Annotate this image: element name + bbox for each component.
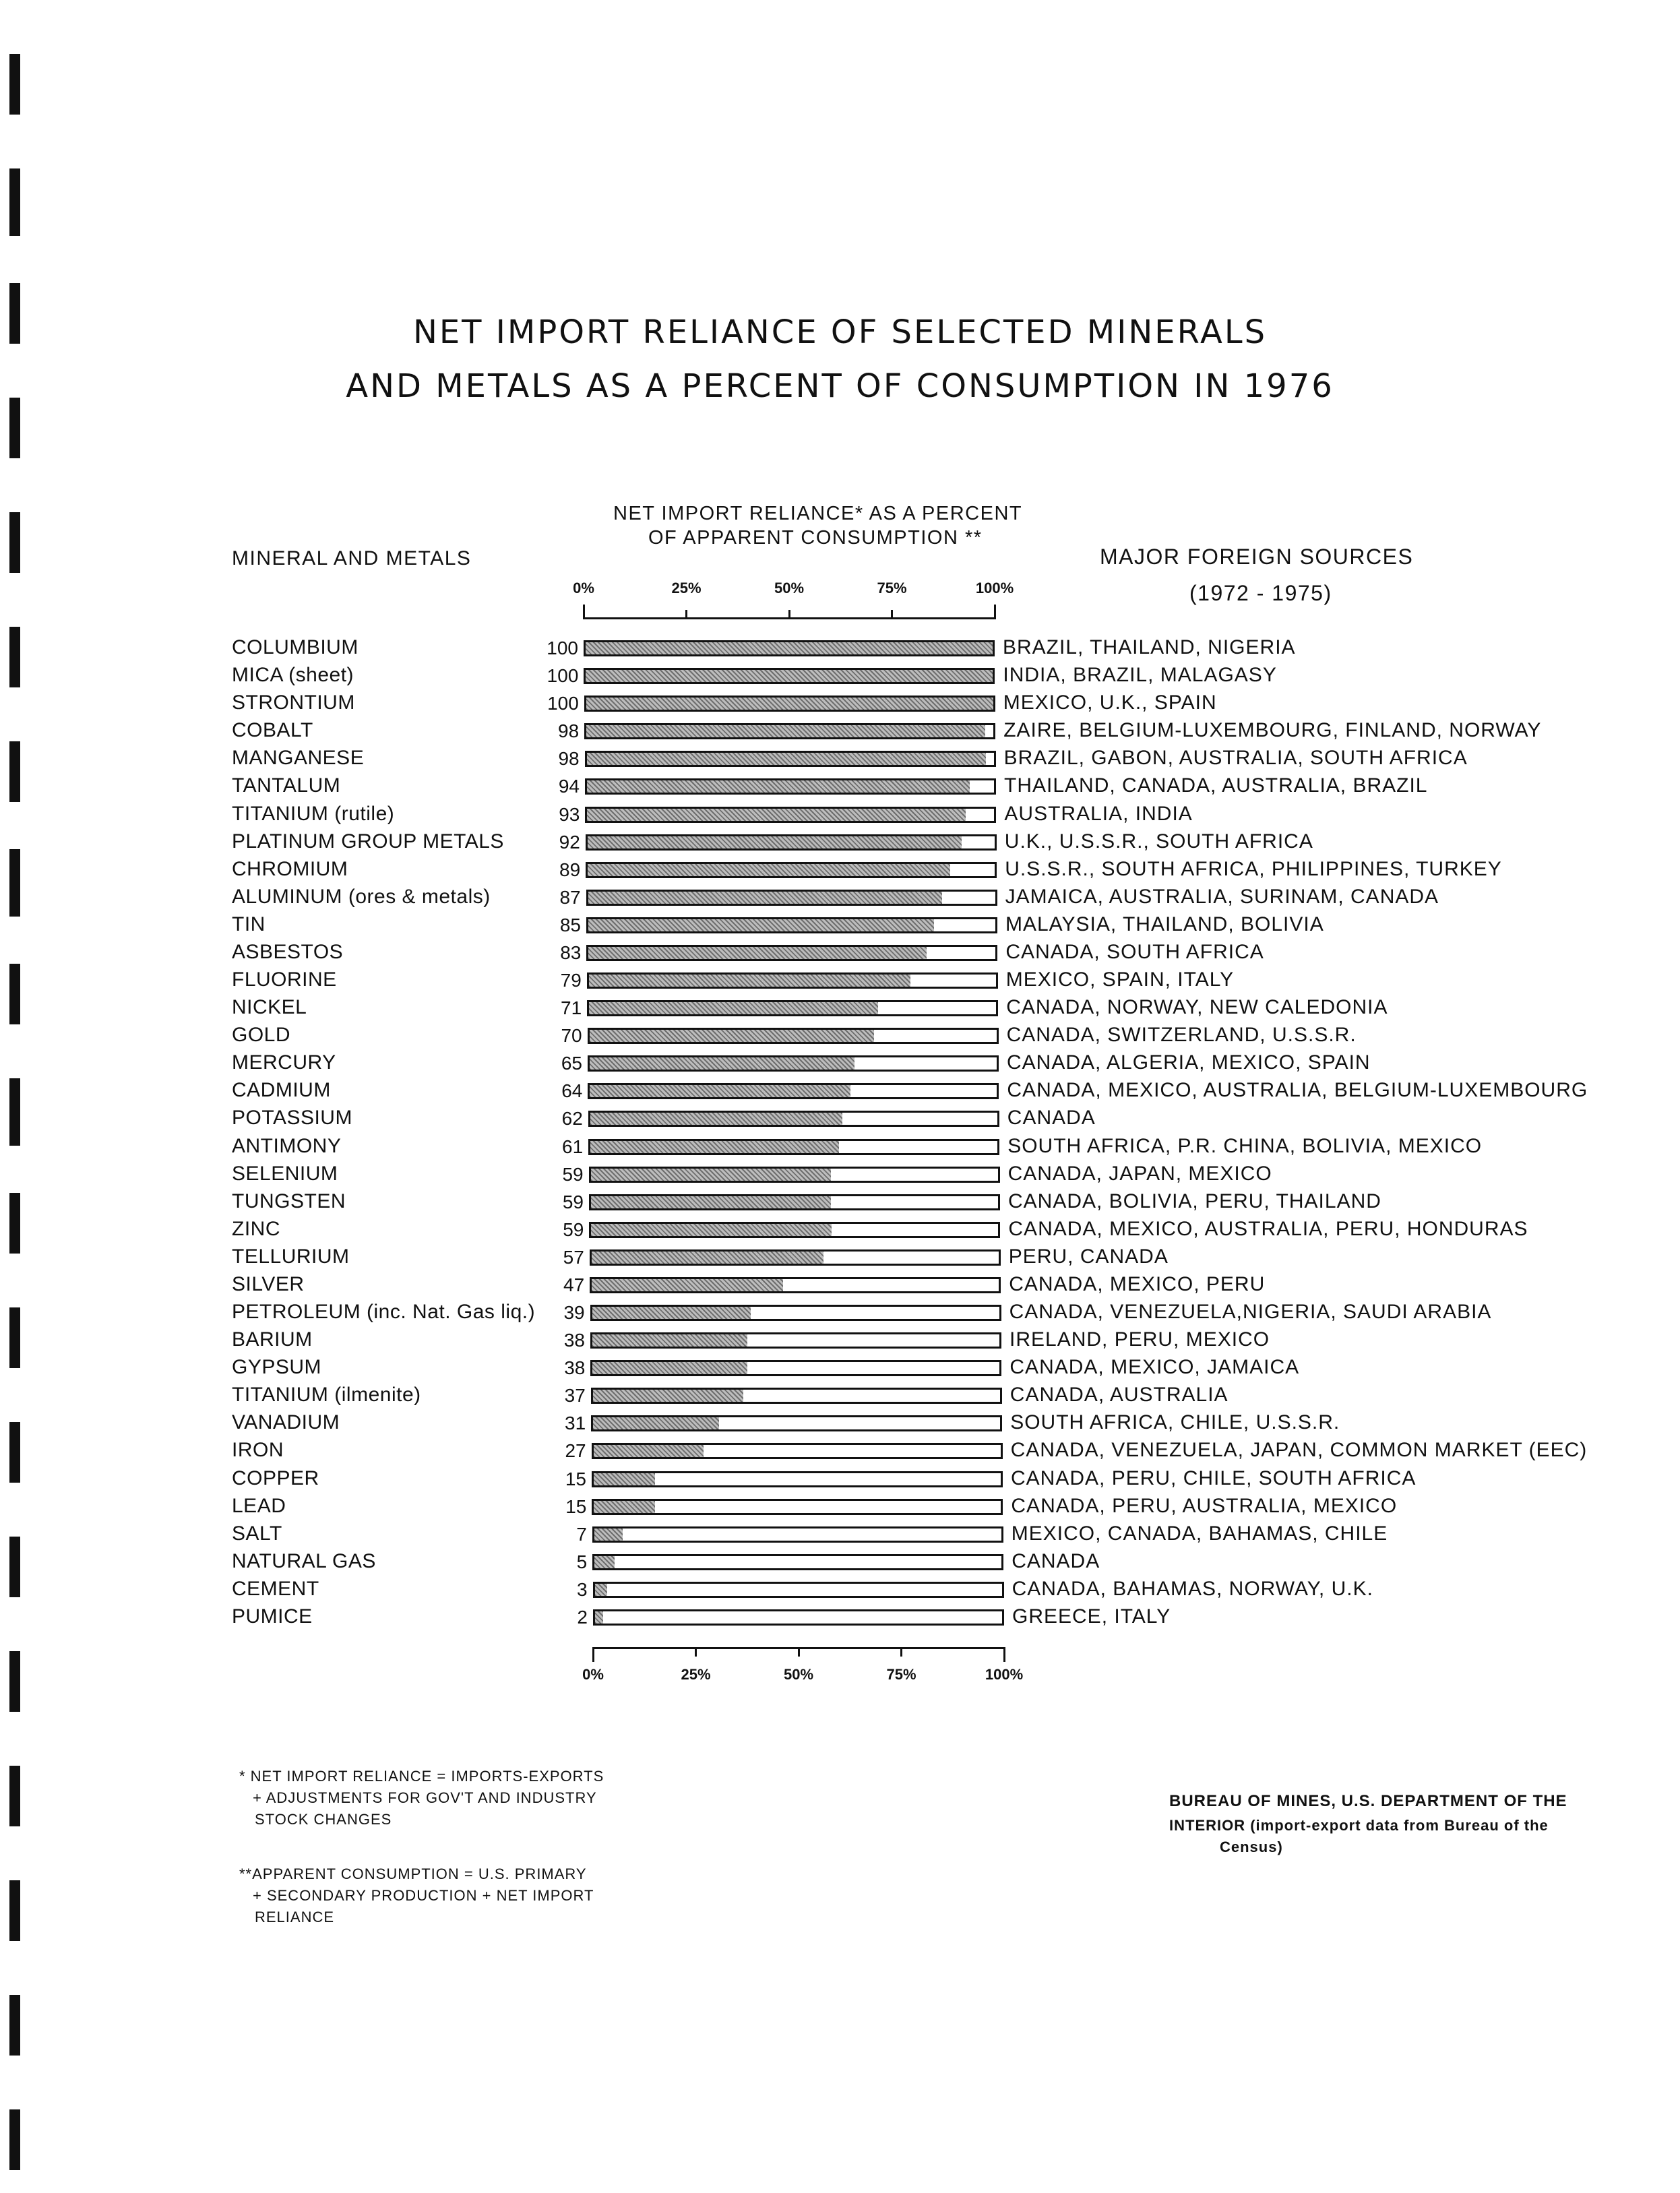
value-label: 100	[547, 665, 579, 687]
value-label: 7	[576, 1523, 587, 1545]
bar-fill	[590, 1057, 854, 1070]
footnote-line: + SECONDARY PRODUCTION + NET IMPORT	[253, 1887, 594, 1904]
value-label: 64	[561, 1080, 583, 1102]
value-label: 57	[563, 1246, 584, 1268]
axis-tick-label: 100%	[975, 580, 1014, 596]
value-label: 15	[565, 1468, 586, 1489]
mineral-label: CEMENT	[232, 1577, 319, 1600]
value-label: 59	[562, 1163, 584, 1185]
bar-fill	[588, 864, 950, 876]
bar-fill	[594, 1556, 615, 1568]
value-label: 59	[563, 1218, 584, 1240]
source-label: CANADA, BAHAMAS, NORWAY, U.K.	[1012, 1577, 1373, 1600]
binder-hole	[9, 2109, 20, 2170]
mineral-label: TELLURIUM	[232, 1245, 350, 1268]
value-label: 100	[547, 693, 579, 714]
bar-outline	[588, 1111, 999, 1127]
bar-fill	[592, 1252, 823, 1264]
bar-fill	[593, 1390, 743, 1402]
bar-fill	[586, 725, 985, 737]
bar-outline	[592, 1471, 1003, 1487]
axis-tick	[994, 605, 996, 619]
binder-hole	[9, 741, 20, 802]
bar-outline	[591, 1388, 1002, 1404]
mineral-label: ZINC	[232, 1217, 280, 1240]
bar-fill	[591, 1196, 831, 1208]
bar-outline	[585, 778, 996, 795]
value-label: 47	[563, 1274, 585, 1295]
axis-tick	[891, 610, 893, 619]
source-label: CANADA, MEXICO, AUSTRALIA, BELGIUM-LUXEMBOURG	[1007, 1079, 1588, 1102]
value-label: 93	[559, 803, 580, 825]
source-label: CANADA, VENEZUELA, JAPAN, COMMON MARKET (EEC)	[1010, 1439, 1588, 1462]
bar-outline	[592, 1554, 1003, 1570]
source-label: CANADA	[1012, 1549, 1100, 1572]
binder-hole	[9, 1880, 20, 1941]
value-header-line-1: NET IMPORT RELIANCE* AS A PERCENT	[613, 503, 1023, 524]
bar-outline	[584, 668, 995, 684]
axis-tick-label: 50%	[774, 580, 805, 596]
bar-fill	[592, 1334, 747, 1347]
bar-outline	[588, 1028, 999, 1044]
chart-title-line-2: AND METALS AS A PERCENT OF CONSUMPTION IN 1976	[346, 367, 1334, 405]
mineral-label: ANTIMONY	[232, 1134, 342, 1157]
bar-outline	[590, 1249, 1001, 1266]
axis-tick	[788, 610, 790, 619]
source-label: BRAZIL, THAILAND, NIGERIA	[1003, 636, 1296, 658]
value-label: 71	[561, 997, 582, 1019]
value-label: 59	[562, 1191, 584, 1212]
source-label: CANADA, MEXICO, PERU	[1009, 1272, 1266, 1295]
axis-tick-label: 25%	[681, 1666, 711, 1683]
mineral-label: ALUMINUM (ores & metals)	[232, 885, 491, 908]
mineral-label: POTASSIUM	[232, 1107, 352, 1130]
bar-outline	[590, 1277, 1001, 1293]
credit-line: Census)	[1220, 1839, 1283, 1855]
bar-fill	[592, 1279, 783, 1291]
mineral-label: PETROLEUM (inc. Nat. Gas liq.)	[232, 1301, 536, 1324]
binder-hole	[9, 627, 20, 687]
bar-outline	[590, 1305, 1001, 1321]
axis-tick-label: 25%	[671, 580, 702, 596]
bar-outline	[584, 723, 995, 739]
bar-fill	[590, 1113, 842, 1125]
credit-line: INTERIOR (import-export data from Bureau of the	[1169, 1817, 1549, 1834]
value-label: 70	[561, 1025, 582, 1047]
binder-hole	[9, 1078, 20, 1146]
source-label: MEXICO, U.K., SPAIN	[1003, 691, 1217, 714]
mineral-label: NICKEL	[232, 996, 307, 1019]
source-label: CANADA, VENEZUELA,NIGERIA, SAUDI ARABIA	[1009, 1301, 1492, 1324]
value-label: 5	[576, 1551, 588, 1572]
binder-hole	[9, 849, 20, 917]
axis-tick	[685, 610, 687, 619]
bar-fill	[587, 809, 966, 821]
source-label: CANADA, MEXICO, AUSTRALIA, PERU, HONDURAS	[1008, 1217, 1528, 1240]
binder-hole	[9, 1422, 20, 1483]
mineral-label: VANADIUM	[232, 1411, 340, 1434]
mineral-label: TIN	[232, 913, 266, 935]
sources-header-line-1: MAJOR FOREIGN SOURCES	[1100, 545, 1414, 569]
bar-outline	[586, 945, 997, 961]
source-label: CANADA, ALGERIA, MEXICO, SPAIN	[1007, 1051, 1371, 1074]
source-label: CANADA	[1007, 1107, 1096, 1130]
value-label: 92	[559, 831, 580, 853]
mineral-label: SALT	[232, 1522, 282, 1545]
footnote-line: * NET IMPORT RELIANCE = IMPORTS-EXPORTS	[239, 1768, 604, 1785]
value-label: 15	[565, 1495, 587, 1517]
source-label: CANADA, SWITZERLAND, U.S.S.R.	[1006, 1024, 1357, 1047]
axis-tick-label: 0%	[573, 580, 594, 596]
footnote-line: **APPARENT CONSUMPTION = U.S. PRIMARY	[239, 1865, 587, 1882]
mineral-label: PLATINUM GROUP METALS	[232, 830, 504, 853]
bar-fill	[589, 1002, 878, 1014]
source-label: CANADA, JAPAN, MEXICO	[1007, 1162, 1272, 1185]
mineral-label: LEAD	[232, 1494, 286, 1517]
value-label: 98	[558, 748, 580, 770]
bar-outline	[593, 1582, 1004, 1598]
bar-outline	[586, 862, 997, 878]
binder-hole	[9, 1651, 20, 1712]
bar-outline	[588, 1083, 999, 1099]
mineral-label: PUMICE	[232, 1605, 313, 1628]
mineral-label: BARIUM	[232, 1328, 313, 1351]
bar-outline	[588, 1055, 999, 1072]
mineral-label: CHROMIUM	[232, 857, 348, 880]
value-label: 2	[577, 1607, 588, 1628]
mineral-label: TANTALUM	[232, 774, 341, 797]
binder-hole	[9, 1537, 20, 1597]
sources-header-line-2: (1972 - 1975)	[1189, 581, 1332, 605]
bar-fill	[587, 753, 986, 765]
binder-hole	[9, 1193, 20, 1254]
bar-outline	[589, 1167, 1000, 1183]
bar-fill	[588, 836, 962, 848]
category-header: MINERAL AND METALS	[232, 547, 472, 569]
value-label: 37	[564, 1385, 586, 1407]
source-label: MALAYSIA, THAILAND, BOLIVIA	[1005, 913, 1324, 935]
axis-tick-label: 50%	[783, 1666, 814, 1683]
source-label: CANADA, MEXICO, JAMAICA	[1009, 1356, 1300, 1379]
bar-outline	[586, 917, 997, 933]
mineral-label: ASBESTOS	[232, 940, 344, 963]
bar-fill	[594, 1445, 704, 1457]
bar-fill	[589, 975, 910, 987]
bar-outline	[584, 696, 995, 712]
value-label: 83	[560, 941, 582, 963]
binder-hole	[9, 512, 20, 573]
source-label: ZAIRE, BELGIUM-LUXEMBOURG, FINLAND, NORWAY	[1003, 719, 1542, 742]
bar-fill	[595, 1584, 607, 1596]
mineral-label: TITANIUM (ilmenite)	[232, 1384, 421, 1407]
bar-fill	[591, 1224, 831, 1236]
bar-outline	[586, 834, 997, 851]
bar-fill	[591, 1169, 831, 1181]
axis-tick	[900, 1647, 902, 1657]
source-label: THAILAND, CANADA, AUSTRALIA, BRAZIL	[1004, 774, 1428, 797]
mineral-label: FLUORINE	[232, 968, 337, 991]
value-label: 27	[565, 1440, 586, 1462]
bar-fill	[586, 642, 993, 654]
mineral-label: STRONTIUM	[232, 691, 355, 714]
bar-outline	[590, 1360, 1001, 1376]
footnote-line: RELIANCE	[255, 1909, 335, 1925]
value-label: 98	[558, 720, 580, 742]
mineral-label: IRON	[232, 1439, 284, 1462]
axis-tick-label: 75%	[886, 1666, 916, 1683]
bar-fill	[592, 1362, 747, 1374]
bar-outline	[589, 1222, 1000, 1238]
mineral-label: SELENIUM	[232, 1162, 338, 1185]
bar-fill	[586, 698, 993, 710]
source-label: SOUTH AFRICA, P.R. CHINA, BOLIVIA, MEXICO	[1007, 1134, 1483, 1157]
mineral-label: GYPSUM	[232, 1356, 322, 1379]
source-label: MEXICO, CANADA, BAHAMAS, CHILE	[1011, 1522, 1388, 1545]
bar-fill	[586, 670, 993, 682]
bar-outline	[589, 1194, 1000, 1210]
chart-title-line-1: NET IMPORT RELIANCE OF SELECTED MINERALS	[412, 313, 1268, 351]
source-label: CANADA, NORWAY, NEW CALEDONIA	[1006, 996, 1388, 1019]
value-label: 79	[560, 970, 582, 991]
bar-fill	[594, 1473, 655, 1485]
bar-fill	[590, 1085, 850, 1097]
value-label: 94	[558, 776, 580, 797]
source-label: AUSTRALIA, INDIA	[1004, 802, 1193, 825]
binder-hole	[9, 1995, 20, 2056]
bar-outline	[592, 1526, 1003, 1543]
binder-hole	[9, 168, 20, 236]
bar-outline	[590, 1332, 1001, 1349]
bar-fill	[588, 892, 942, 904]
value-label: 3	[577, 1578, 588, 1600]
value-label: 62	[561, 1108, 583, 1130]
bar-outline	[586, 890, 997, 906]
footnote-line: STOCK CHANGES	[255, 1811, 392, 1828]
mineral-label: SILVER	[232, 1272, 305, 1295]
source-label: MEXICO, SPAIN, ITALY	[1005, 968, 1235, 991]
bar-fill	[595, 1611, 603, 1624]
value-label: 85	[559, 914, 581, 935]
mineral-label: TUNGSTEN	[232, 1190, 346, 1212]
source-label: CANADA, PERU, AUSTRALIA, MEXICO	[1011, 1494, 1398, 1517]
axis-tick-label: 100%	[985, 1666, 1024, 1683]
bar-outline	[592, 1499, 1003, 1515]
mineral-label: MANGANESE	[232, 747, 365, 770]
bar-fill	[590, 1141, 838, 1153]
value-label: 87	[559, 886, 581, 908]
bar-fill	[593, 1417, 719, 1429]
value-label: 89	[559, 859, 581, 880]
mineral-label: NATURAL GAS	[232, 1549, 376, 1572]
bar-outline	[588, 1139, 999, 1155]
source-label: BRAZIL, GABON, AUSTRALIA, SOUTH AFRICA	[1003, 747, 1468, 770]
source-label: IRELAND, PERU, MEXICO	[1009, 1328, 1270, 1351]
axis-tick	[592, 1647, 594, 1662]
source-label: GREECE, ITALY	[1012, 1605, 1171, 1628]
value-label: 61	[562, 1136, 584, 1157]
bar-fill	[588, 947, 926, 959]
source-label: SOUTH AFRICA, CHILE, U.S.S.R.	[1010, 1411, 1340, 1434]
bar-fill	[594, 1528, 623, 1541]
source-label: INDIA, BRAZIL, MALAGASY	[1003, 664, 1277, 687]
credit-line: BUREAU OF MINES, U.S. DEPARTMENT OF THE	[1169, 1792, 1567, 1810]
bar-outline	[591, 1415, 1002, 1431]
axis-tick	[583, 605, 585, 619]
value-label: 39	[563, 1302, 585, 1324]
value-label: 65	[561, 1053, 582, 1074]
axis-tick	[1003, 1647, 1005, 1662]
bar-fill	[588, 919, 934, 931]
binder-hole	[9, 1307, 20, 1368]
bar-outline	[592, 1443, 1003, 1459]
axis-tick-label: 75%	[877, 580, 907, 596]
source-label: JAMAICA, AUSTRALIA, SURINAM, CANADA	[1005, 885, 1439, 908]
value-label: 38	[564, 1357, 586, 1379]
mineral-label: TITANIUM (rutile)	[232, 802, 395, 825]
value-label: 100	[547, 638, 578, 658]
axis-tick	[695, 1647, 697, 1657]
binder-hole	[9, 1766, 20, 1826]
bar-outline	[584, 640, 995, 656]
mineral-label: GOLD	[232, 1024, 291, 1047]
axis-tick-label: 0%	[582, 1666, 604, 1683]
source-label: U.K., U.S.S.R., SOUTH AFRICA	[1004, 830, 1313, 853]
bar-outline	[585, 751, 996, 767]
source-label: CANADA, AUSTRALIA	[1009, 1384, 1228, 1407]
bar-fill	[594, 1501, 655, 1513]
bar-outline	[587, 1000, 998, 1016]
mineral-label: CADMIUM	[232, 1079, 331, 1102]
value-label: 38	[563, 1330, 585, 1351]
bar-outline	[585, 807, 996, 823]
mineral-label: COBALT	[232, 719, 313, 742]
mineral-label: MICA (sheet)	[232, 664, 354, 687]
footnote-line: + ADJUSTMENTS FOR GOV'T AND INDUSTRY	[253, 1789, 597, 1806]
binder-hole	[9, 54, 20, 115]
value-header-line-2: OF APPARENT CONSUMPTION **	[648, 527, 983, 549]
source-label: PERU, CANADA	[1008, 1245, 1169, 1268]
source-label: U.S.S.R., SOUTH AFRICA, PHILIPPINES, TURKEY	[1005, 857, 1502, 880]
mineral-label: MERCURY	[232, 1051, 336, 1074]
binder-hole	[9, 398, 20, 458]
bar-fill	[587, 780, 970, 793]
bar-outline	[593, 1609, 1004, 1626]
mineral-label: COLUMBIUM	[232, 636, 359, 658]
source-label: CANADA, PERU, CHILE, SOUTH AFRICA	[1011, 1466, 1417, 1489]
value-label: 31	[565, 1413, 586, 1434]
mineral-label: COPPER	[232, 1466, 319, 1489]
source-label: CANADA, SOUTH AFRICA	[1005, 940, 1264, 963]
axis-tick	[798, 1647, 800, 1657]
source-label: CANADA, BOLIVIA, PERU, THAILAND	[1008, 1190, 1381, 1212]
binder-hole	[9, 964, 20, 1024]
bar-fill	[592, 1307, 751, 1319]
bar-outline	[587, 972, 998, 989]
bar-fill	[590, 1030, 875, 1042]
